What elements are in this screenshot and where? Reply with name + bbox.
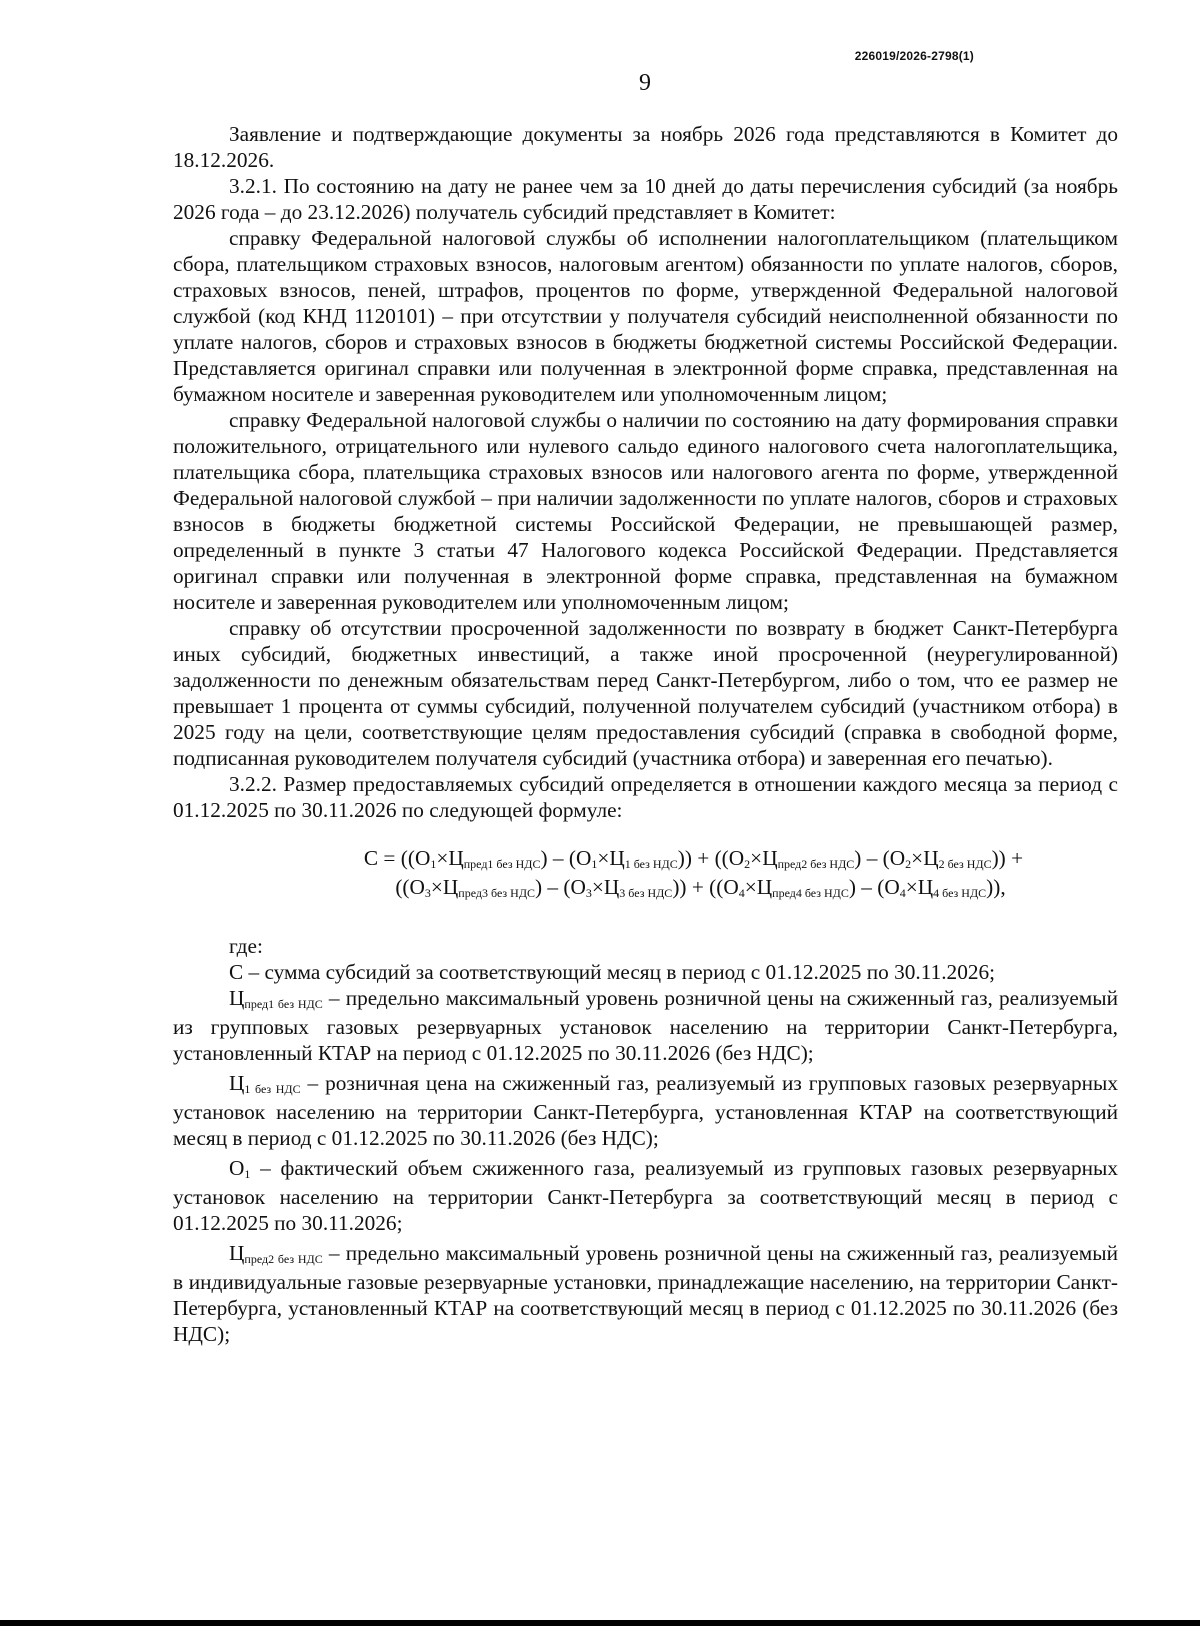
scan-bottom-edge [0, 1620, 1200, 1626]
paragraph-tax-certificate: справку Федеральной налоговой службы об исполнении налогоплательщиком (плательщиком сбора, плательщиком страховых взносов, налоговым агентом) обязанности по уплате налогов, сборов, страховых взносов, пеней, штрафов, процентов по форме, утвержденной Федеральной налоговой службой (код КНД 1120101) – при отсутствии у получателя субсидий неисполненной обязанности по уплате налогов, сборов и страховых взносов в бюджеты бюджетной системы Российской Федерации. Представляется оригинал справки или полученная в электронной форме справка, представленная на бумажном носителе и заверенная руководителем или уполномоченным лицом; [173, 226, 1118, 406]
paragraph-debt-certificate: справку об отсутствии просроченной задолженности по возврату в бюджет Санкт-Петербурга иных субсидий, бюджетных инвестиций, а также иной просроченной (неурегулированной) задолженности по денежным обязательствам перед Санкт-Петербургом, либо о том, что ее размер не превышает 1 процента от суммы субсидий, полученной получателем субсидий (участником отбора) в 2025 году на цели, соответствующие целям предоставления субсидий (справка в свободной форме, подписанная руководителем получателя субсидий (участника отбора) и заверенная его печатью). [173, 616, 1118, 770]
definition-price-1: Ц1 без НДС – розничная цена на сжиженный газ, реализуемый из групповых газовых резервуарных установок населению на территории Санкт-Петербурга, установленная КТАР на соответствующий месяц в период с 01.12.2025 по 30.11.2026 (без НДС); [173, 1071, 1118, 1150]
definition-price-pred2: Цпред2 без НДС – предельно максимальный уровень розничной цены на сжиженный газ, реализуемый в индивидуальные газовые резервуарные установки, принадлежащие населению, на территории Санкт-Петербурга, установленный КТАР на соответствующий месяц в период с 01.12.2025 по 30.11.2026 (без НДС); [173, 1241, 1118, 1346]
formula-line-2: ((O3×Цпред3 без НДС) – (O3×Ц3 без НДС)) + ((O4×Цпред4 без НДС) – (O4×Ц4 без НДС)), [395, 875, 1006, 900]
definition-c: C – сумма субсидий за соответствующий месяц в период с 01.12.2025 по 30.11.2026; [229, 960, 996, 984]
paragraph-3-2-2: 3.2.2. Размер предоставляемых субсидий определяется в отношении каждого месяца за период с 01.12.2025 по 30.11.2026 по следующей формуле: [173, 772, 1118, 822]
formula-line-1: C = ((O1×Цпред1 без НДС) – (O1×Ц1 без НДС)) + ((O2×Цпред2 без НДС) – (O2×Ц2 без НДС)) + [363, 846, 1024, 871]
document-body [173, 121, 1118, 1347]
paragraph-3-2-1: 3.2.1. По состоянию на дату не ранее чем за 10 дней до даты перечисления субсидий (за ноябрь 2026 года – до 23.12.2026) получатель субсидий представляет в Комитет: [173, 174, 1118, 224]
definitions-intro: где: [229, 934, 263, 958]
subsidy-formula [173, 845, 1118, 903]
document-registration-number: 226019/2026-2798(1) [854, 49, 974, 63]
definition-volume-1: O1 – фактический объем сжиженного газа, реализуемый из групповых газовых резервуарных установок населению на территории Санкт-Петербурга за соответствующий месяц в период с 01.12.2025 по 30.11.2026; [173, 1156, 1118, 1235]
paragraph-deadline: Заявление и подтверждающие документы за ноябрь 2026 года представляются в Комитет до 18.12.2026. [173, 122, 1118, 172]
paragraph-balance-certificate: справку Федеральной налоговой службы о наличии по состоянию на дату формирования справки положительного, отрицательного или нулевого сальдо единого налогового счета налогоплательщика, плательщика сбора, плательщика страховых взносов или налогового агента по форме, утвержденной Федеральной налоговой службой – при наличии задолженности по уплате налогов, сборов и страховых взносов в бюджеты бюджетной системы Российской Федерации, не превышающей размер, определенный в пункте 3 статьи 47 Налогового кодекса Российской Федерации. Представляется оригинал справки или полученная в электронной форме справка, представленная на бумажном носителе и заверенная руководителем или уполномоченным лицом; [173, 408, 1118, 614]
definition-price-pred1: Цпред1 без НДС – предельно максимальный уровень розничной цены на сжиженный газ, реализуемый из групповых газовых резервуарных установок населению на территории Санкт-Петербурга, установленный КТАР на период с 01.12.2025 по 30.11.2026 (без НДС); [173, 986, 1118, 1065]
page-number: 9 [639, 70, 651, 96]
